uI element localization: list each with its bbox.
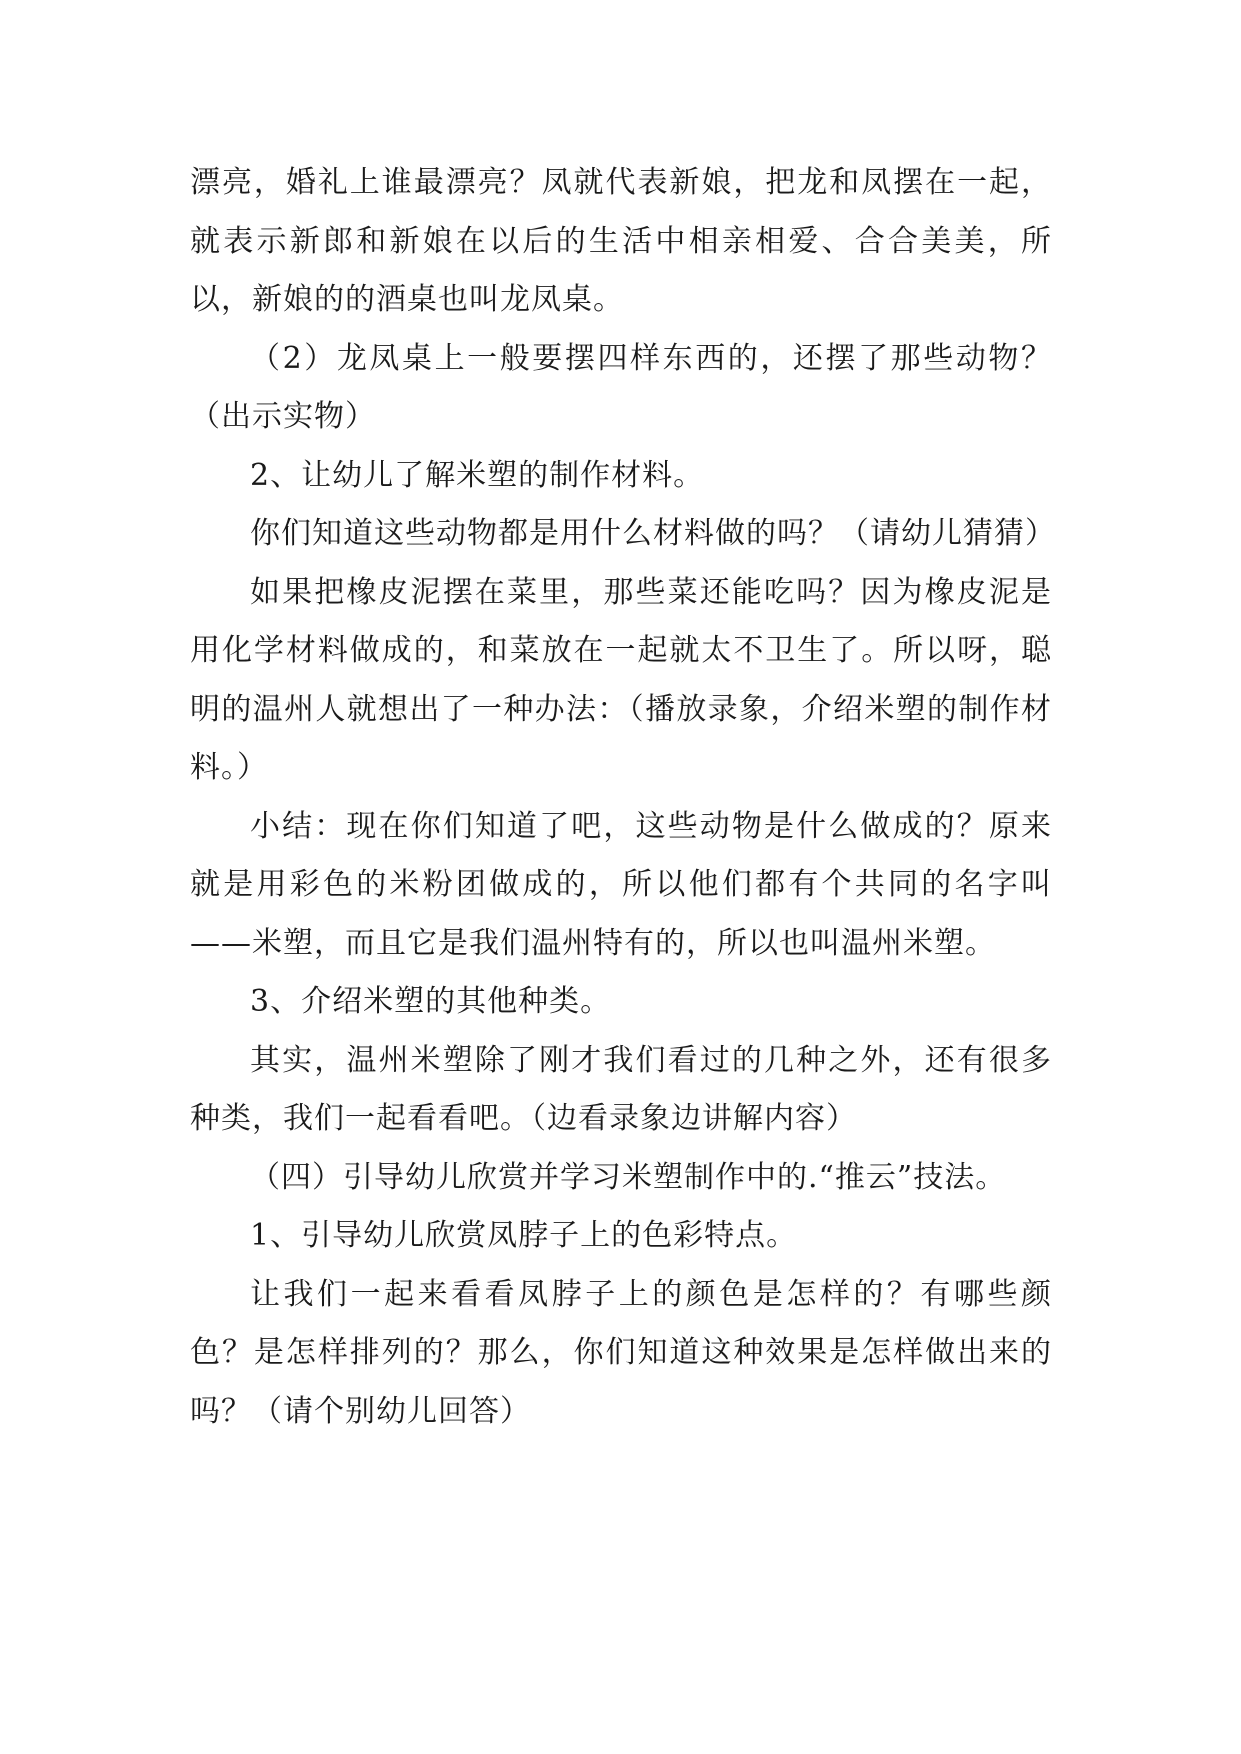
document-body bbox=[190, 154, 1056, 1441]
paragraph-heading-materials: 2、让幼儿了解米塑的制作材料。 bbox=[250, 457, 705, 493]
paragraph-colors: 让我们一起来看看凤脖子上的颜色是怎样的？有哪些颜色？是怎样排列的？那么，你们知道这种效果是怎样做出来的吗？（请个别幼儿回答） bbox=[190, 1276, 1052, 1429]
paragraph-section-four: （四）引导幼儿欣赏并学习米塑制作中的.“推云”技法。 bbox=[250, 1159, 1007, 1195]
paragraph-continuation: 漂亮，婚礼上谁最漂亮？凤就代表新娘，把龙和凤摆在一起，就表示新郎和新娘在以后的生活中相亲相爱、合合美美，所以，新娘的的酒桌也叫龙凤桌。 bbox=[190, 165, 1052, 317]
paragraph-item-2: （2）龙凤桌上一般要摆四样东西的，还摆了那些动物？（出示实物） bbox=[190, 340, 1052, 434]
paragraph-heading-types: 3、介绍米塑的其他种类。 bbox=[250, 984, 612, 1019]
paragraph-heading-colors: 1、引导幼儿欣赏凤脖子上的色彩特点。 bbox=[250, 1218, 798, 1253]
paragraph-summary: 小结：现在你们知道了吧，这些动物是什么做成的？原来就是用彩色的米粉团做成的，所以他们都有个共同的名字叫——米塑，而且它是我们温州特有的，所以也叫温州米塑。 bbox=[190, 808, 1052, 961]
paragraph-types: 其实，温州米塑除了刚才我们看过的几种之外，还有很多种类，我们一起看看吧。（边看录象边讲解内容） bbox=[190, 1042, 1052, 1136]
paragraph-plasticine: 如果把橡皮泥摆在菜里，那些菜还能吃吗？因为橡皮泥是用化学材料做成的，和菜放在一起就太不卫生了。所以呀，聪明的温州人就想出了一种办法：（播放录象，介绍米塑的制作材料。） bbox=[190, 574, 1052, 785]
paragraph-question-materials: 你们知道这些动物都是用什么材料做的吗？（请幼儿猜猜） bbox=[250, 516, 1056, 551]
